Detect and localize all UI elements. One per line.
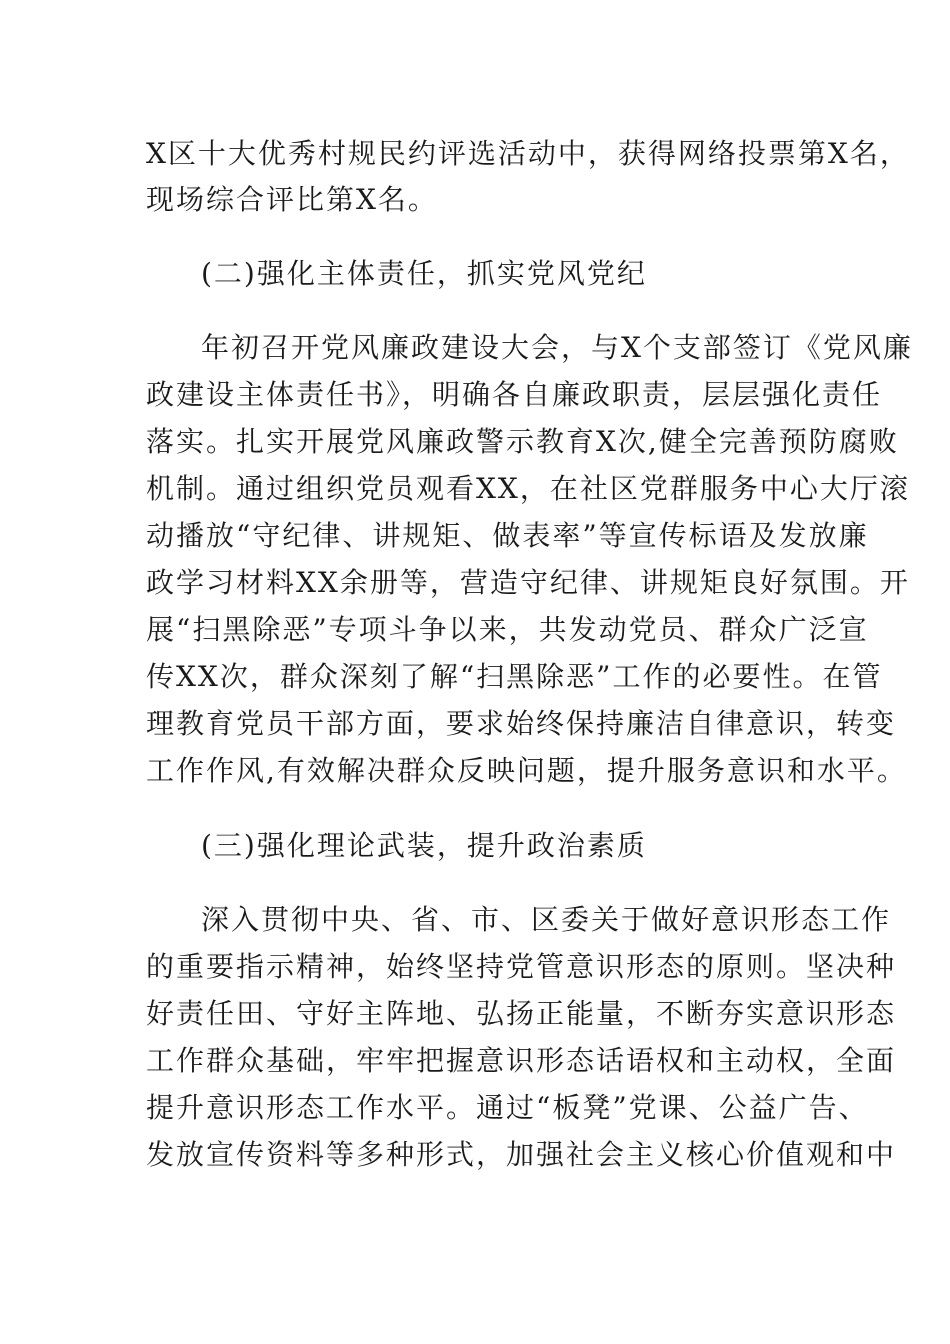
paragraph-line: 工作群众基础，牢牢把握意识形态话语权和主动权，全面 xyxy=(146,1044,897,1077)
paragraph-line: 发放宣传资料等多种形式，加强社会主义核心价值观和中 xyxy=(146,1138,897,1171)
paragraph-line: 机制。通过组织党员观看XX，在社区党群服务中心大厅滚 xyxy=(146,472,910,505)
paragraph-line: 好责任田、守好主阵地、弘扬正能量，不断夯实意识形态 xyxy=(146,997,897,1030)
section-heading: (三)强化理论武装，提升政治素质 xyxy=(201,829,647,862)
paragraph-line: 政学习材料XX余册等，营造守纪律、讲规矩良好氛围。开 xyxy=(146,566,910,599)
paragraph-line: 提升意识形态工作水平。通过“板凳”党课、公益广告、 xyxy=(146,1091,869,1124)
paragraph-line: 的重要指示精神，始终坚持党管意识形态的原则。坚决种 xyxy=(146,950,897,983)
paragraph-line: 年初召开党风廉政建设大会，与X个支部签订《党风廉 xyxy=(201,331,913,364)
paragraph-line: 展“扫黑除恶”专项斗争以来，共发动党员、群众广泛宣 xyxy=(146,613,869,646)
paragraph-line: 深入贯彻中央、省、市、区委关于做好意识形态工作 xyxy=(201,903,892,936)
paragraph-line: X区十大优秀村规民约评选活动中，获得网络投票第X名， xyxy=(146,137,910,170)
section-heading: (二)强化主体责任，抓实党风党纪 xyxy=(201,257,647,290)
paragraph-line: 落实。扎实开展党风廉政警示教育X次,健全完善预防腐败 xyxy=(146,425,899,458)
paragraph-line: 工作作风,有效解决群众反映问题，提升服务意识和水平。 xyxy=(146,754,907,787)
paragraph-line: 理教育党员干部方面，要求始终保持廉洁自律意识，转变 xyxy=(146,707,897,740)
paragraph-line: 现场综合评比第X名。 xyxy=(146,183,438,216)
paragraph-line: 动播放“守纪律、讲规矩、做表率”等宣传标语及发放廉 xyxy=(146,519,869,552)
paragraph-line: 政建设主体责任书》，明确各自廉政职责，层层强化责任 xyxy=(146,378,883,411)
paragraph-line: 传XX次，群众深刻了解“扫黑除恶”工作的必要性。在管 xyxy=(146,660,883,693)
